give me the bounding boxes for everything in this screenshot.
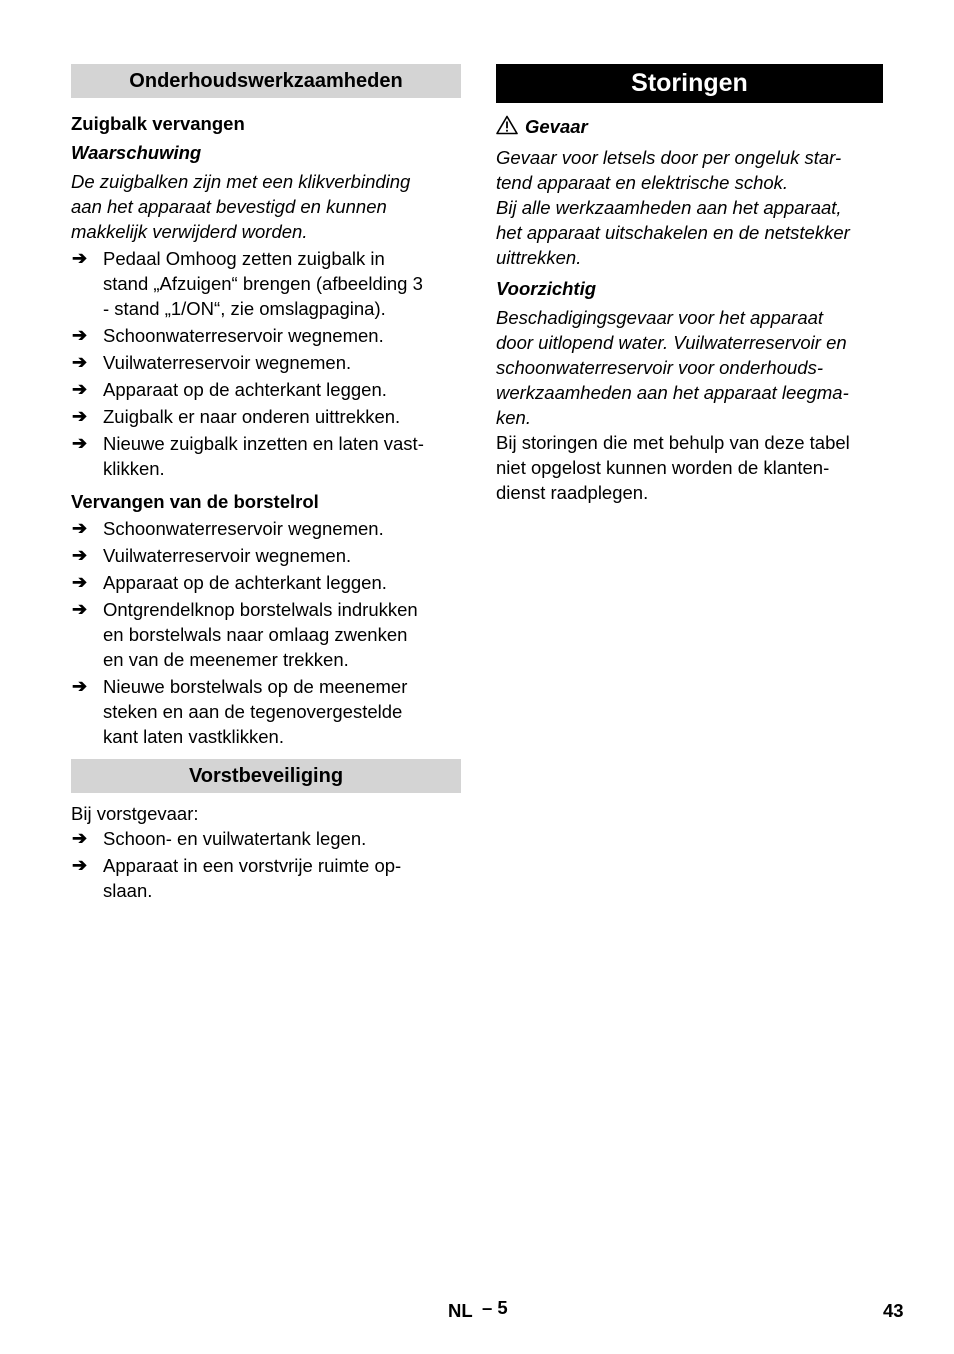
list-item: ➔ Vuilwaterreservoir wegnemen. (72, 545, 352, 566)
list-item: ➔ Zuigbalk er naar onderen uittrekken. (72, 406, 401, 427)
arrow-right-icon: ➔ (72, 248, 88, 268)
arrow-right-icon: ➔ (72, 518, 88, 538)
brush-steps (71, 516, 461, 749)
arrow-right-icon: ➔ (72, 599, 88, 619)
list-item: ➔ Apparaat in een vorstvrije ruimte op- slaan. (72, 855, 402, 901)
warning-line: aan het apparaat bevestigd en kunnen (71, 196, 387, 217)
warning-line: makkelijk verwijderd worden. (71, 221, 308, 242)
danger-text: Gevaar voor letsels door per ongeluk star- tend apparaat en elektrische schok. Bij alle werkzaamheden aan het apparaat, het apparaat uitschakelen en de netstekker uittrekken. (496, 147, 850, 268)
heading-replace-squeegee: Zuigbalk vervangen (71, 113, 245, 134)
section-title-frost: Vorstbeveiliging (71, 759, 461, 793)
arrow-right-icon: ➔ (72, 572, 88, 592)
caution-label: Voorzichtig (496, 278, 597, 299)
list-item: ➔ Apparaat op de achterkant leggen. (72, 379, 387, 400)
list-item: ➔ Pedaal Omhoog zetten zuigbalk in stand „Afzuigen“ brengen (afbeelding 3 - stand „1/ON“, zie omslagpagina). (72, 248, 423, 319)
list-item: ➔ Vuilwaterreservoir wegnemen. (72, 352, 352, 373)
left-column (71, 64, 461, 903)
list-item: ➔ Schoonwaterreservoir wegnemen. (72, 325, 384, 346)
arrow-right-icon: ➔ (72, 676, 88, 696)
arrow-right-icon: ➔ (72, 379, 88, 399)
warning-label: Waarschuwing (71, 142, 202, 163)
arrow-right-icon: ➔ (72, 352, 88, 372)
arrow-right-icon: ➔ (72, 433, 88, 453)
section-title-faults: Storingen (496, 64, 883, 103)
caution-text: Beschadigingsgevaar voor het apparaat door uitlopend water. Vuilwaterreservoir en schoonwaterreservoir voor onderhouds- werkzaamheden aan het apparaat leegma- ken. (496, 307, 849, 428)
arrow-right-icon: ➔ (72, 828, 88, 848)
page-number: 43 (883, 1300, 904, 1321)
warning-line: De zuigbalken zijn met een klikverbinding (71, 171, 411, 192)
list-item: ➔ Nieuwe borstelwals op de meenemer steken en aan de tegenovergestelde kant laten vastklikken. (72, 676, 408, 747)
right-column (496, 64, 883, 505)
heading-brush-replace: Vervangen van de borstelrol (71, 491, 319, 512)
section-title-maintenance: Onderhoudswerkzaamheden (71, 64, 461, 98)
list-item: ➔ Ontgrendelknop borstelwals indrukken en borstelwals naar omlaag zwenken en van de meenemer trekken. (72, 599, 418, 670)
footer-section-number: – 5 (482, 1297, 508, 1318)
arrow-right-icon: ➔ (72, 855, 88, 875)
danger-label: Gevaar (525, 116, 588, 137)
danger-heading (496, 114, 883, 141)
arrow-right-icon: ➔ (72, 406, 88, 426)
arrow-right-icon: ➔ (72, 325, 88, 345)
faults-text: Bij storingen die met behulp van deze tabel niet opgelost kunnen worden de klanten- dienst raadplegen. (496, 432, 850, 503)
list-item: ➔ Schoonwaterreservoir wegnemen. (72, 518, 384, 539)
frost-intro: Bij vorstgevaar: (71, 803, 199, 824)
warning-text (71, 169, 461, 244)
warning-triangle-icon (496, 115, 518, 141)
arrow-right-icon: ➔ (72, 545, 88, 565)
frost-steps (71, 826, 461, 903)
squeegee-steps (71, 246, 461, 481)
list-item: ➔ Nieuwe zuigbalk inzetten en laten vast- klikken. (72, 433, 424, 479)
list-item: ➔ Schoon- en vuilwatertank legen. (72, 828, 367, 849)
footer-language: NL (448, 1300, 473, 1321)
list-item: ➔ Apparaat op de achterkant leggen. (72, 572, 387, 593)
